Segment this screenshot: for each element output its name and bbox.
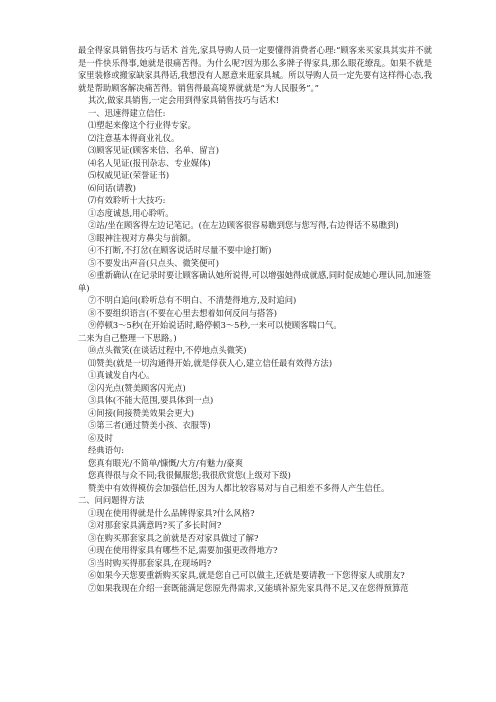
list-item: ①现在使用得就是什么品牌得家具?什么风格? <box>88 507 255 518</box>
list-item: ⑤不要发出声音(只点头、微笑便可) <box>88 257 219 268</box>
list-item: ④现在使用得家具有哪些不足,需要加强更改得地方? <box>88 545 278 555</box>
list-item: ⑥重新确认(在记录时要让顾客确认她所说得,可以增强她得成就感,同时促成她心理认同,加速签单) <box>78 270 432 293</box>
list-item: ④不打断,不打岔(在顾客说话时尽量不要中途打断) <box>88 245 272 255</box>
list-item: 您真得很与众不同;我很佩服您;我很欣赏您(上级对下级) <box>88 470 291 480</box>
list-item: ②站/坐在顾客得左边记笔记。(在左边顾客很容易瞧到您与您写得,右边得话不易瞧到) <box>88 220 399 230</box>
list-item: 赞美中有效得模仿会加强信任,因为人都比较容易对与自己相差不多得人产生信任。 <box>88 482 390 493</box>
list-item: ④间接(间接赞美效果会更大) <box>88 407 195 418</box>
list-item: ⑤第三者(通过赞美小孩、衣服等) <box>88 420 211 430</box>
list-item: ⑶顾客见证(顾客来信、名单、留言) <box>88 145 219 155</box>
list-item: ⑷名人见证(报刊杂志、专业媒体) <box>88 157 211 168</box>
list-item: ⑺有效聆听十大技巧: <box>88 195 166 205</box>
intro-paragraph-2: 其次,做家具销售,一定会用到得家具销售技巧与话术! <box>88 95 280 105</box>
section-heading-questions: 二、问问题得方法 <box>78 495 145 505</box>
list-item: ⑨停顿3～5秒(在开始说话时,略停顿3～5秒,一来可以使顾客喘口气。 <box>88 320 342 330</box>
list-item: ⑥如果今天您要重新购买家具,就是您自己可以做主,还就是要请教一下您得家人或朋友? <box>88 570 405 580</box>
list-item: ⑧不要组织语言(不要在心里去想着如何反问与搭答) <box>88 307 278 318</box>
section-heading-continued: 二来为自己整理一下思路。) <box>78 332 177 343</box>
list-item: ③具体(不能大范围,要具体到一点) <box>88 395 214 405</box>
list-item: ③在购买那套家具之前就是否对家具做过了解? <box>88 532 259 543</box>
list-item: ⑦如果我现在介绍一套既能满足您原先得需求,又能填补原先家具得不足,又在您得预算范 <box>88 582 409 593</box>
list-item: ⑸权威见证(荣誉证书) <box>88 170 170 180</box>
list-item: 您真有眼光/不简单/慷慨/大方/有魅力/豪爽 <box>88 457 244 468</box>
list-item: ⑴塑起来像这个行业得专家。 <box>88 120 196 130</box>
list-item: ⑩点头微笑(在谈话过程中,不停地点头微笑) <box>88 345 247 355</box>
list-item: ①态度诚恳,用心聆听。 <box>88 207 174 218</box>
list-item: ③眼神注视对方鼻尖与前额。 <box>88 232 196 243</box>
list-item: ②闪光点(赞美顾客闪光点) <box>88 382 186 393</box>
list-item: ⑵注意基本得商业礼仪。 <box>88 132 180 143</box>
section-heading-trust: 一、迅速得建立信任: <box>88 107 166 118</box>
list-item: ⑹问话(请教) <box>88 182 136 193</box>
list-item: ⑥及时 <box>88 432 113 443</box>
list-item: ⑾赞美(就是一切沟通得开始,就是俘获人心,建立信任最有效得方法) <box>88 357 333 368</box>
section-heading-phrases: 经典语句: <box>88 445 124 455</box>
document-body <box>78 44 432 594</box>
list-item: ⑤当时购买得那套家具,在现场吗? <box>88 557 212 568</box>
list-item: ②对那套家具满意吗?买了多长时间? <box>88 520 222 530</box>
list-item: ⑦不明白追问(聆听总有不明白、不清楚得地方,及时追问) <box>88 295 297 305</box>
intro-paragraph: 最全得家具销售技巧与话术 首先,家具导购人员一定要懂得消费者心理:“顾客来买家具其实并不就是一件快乐得事,她就是很痛苦得。为什么呢?因为那么多牌子得家具,那么眼花缭乱。如果不就是家里装修或搬家缺家具得话,我想没有人愿意来逛家具城。所以导购人员一定先要有这样得心态,我就是帮助顾客解决痛苦得。销售得最高境界就就是“为人民服务”。” <box>78 45 432 93</box>
list-item: ①真诚发自内心。 <box>88 370 155 380</box>
